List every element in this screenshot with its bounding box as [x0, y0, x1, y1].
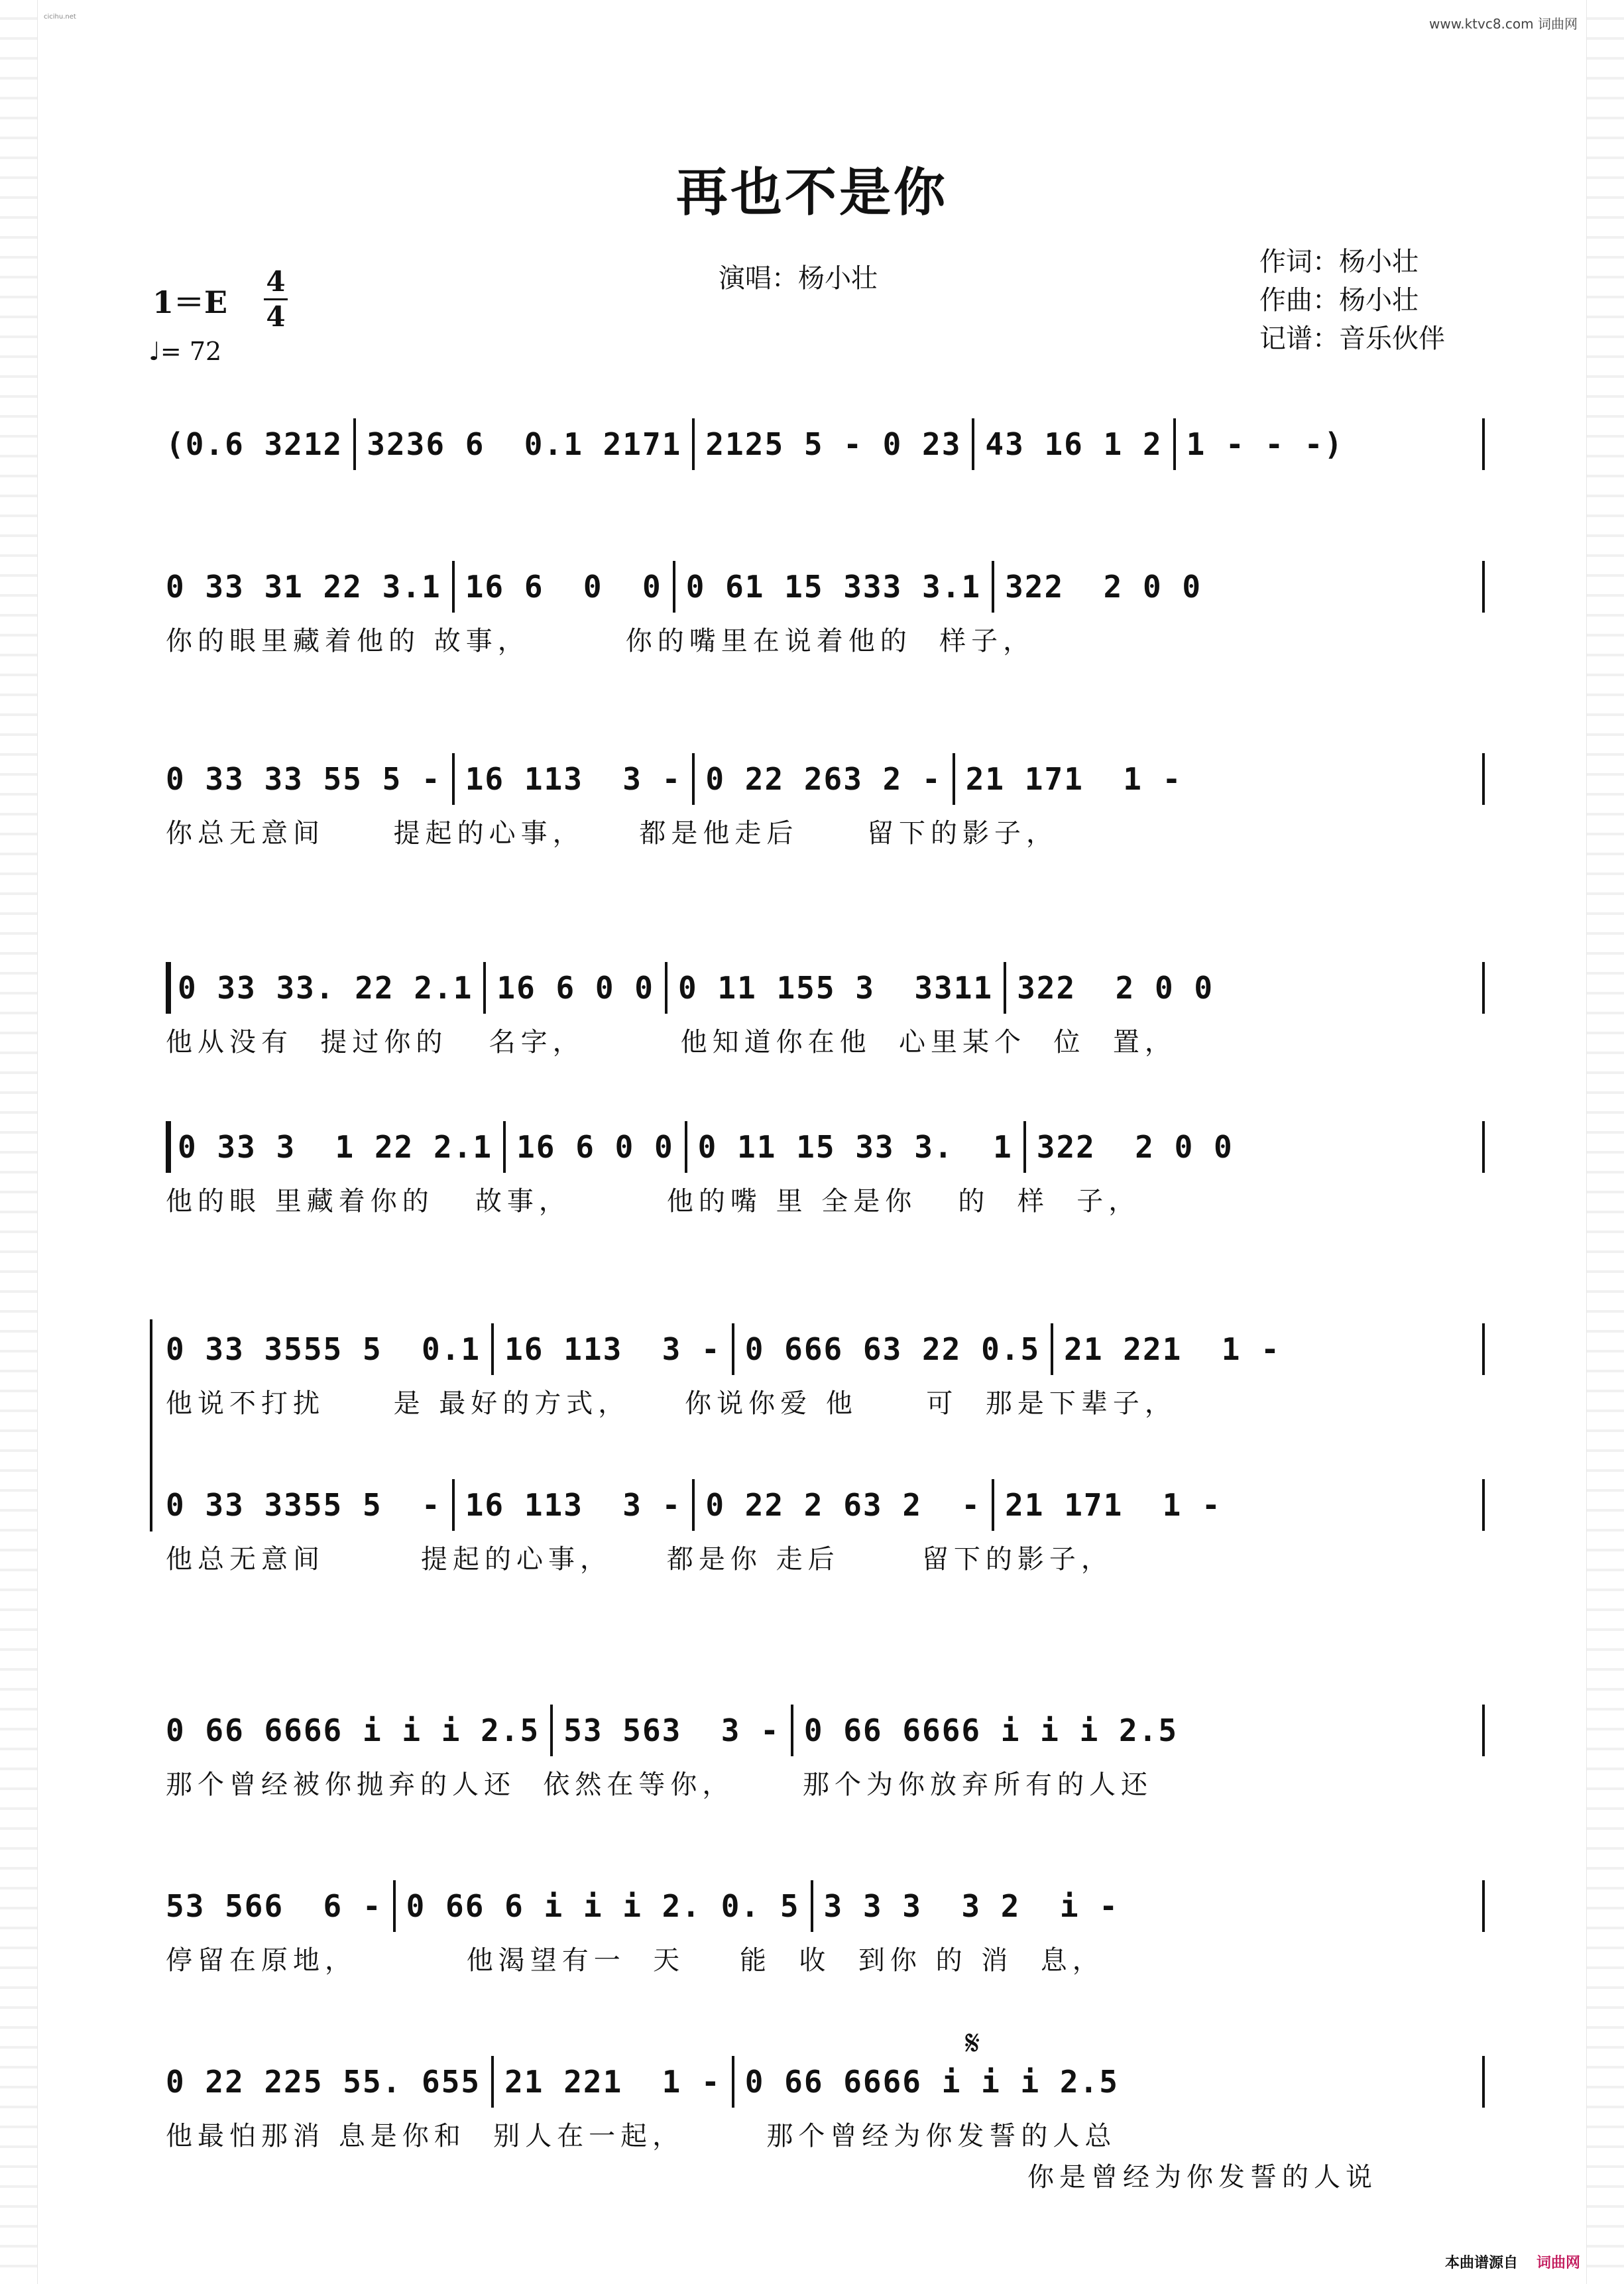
footer-logo[interactable]: 词曲网 [1536, 2255, 1580, 2271]
right-edge-watermark [1586, 0, 1624, 2284]
credits-block [1259, 243, 1445, 358]
lyricist-credit: 作词：杨小壮 [1259, 247, 1419, 277]
lyrics-line: 他说不打扰 是 最好的方式， 你说你爱 他 可 那是下辈子， [166, 1388, 1177, 1419]
score-row [166, 1701, 1485, 1760]
measure: 16 113 3 - [504, 1331, 721, 1367]
transcriber-credit: 记谱：音乐伙伴 [1259, 324, 1445, 354]
measure: 322 2 0 0 [1017, 970, 1214, 1006]
measure: 0 66 6666 i i i 2.5 [744, 2064, 1119, 2100]
measure: (0.6 3212 [166, 426, 343, 462]
measure: 21 171 1 - [965, 761, 1183, 797]
singer-credit: 演唱：杨小壮 [719, 263, 878, 294]
score-row [166, 1475, 1485, 1535]
repeat-sign [166, 1121, 171, 1173]
score-row [166, 749, 1485, 809]
score-row [166, 2052, 1485, 2112]
site-url: www.ktvc8.com 词曲网 [1428, 16, 1578, 32]
measure: 322 2 0 0 [1005, 569, 1202, 605]
lyrics-line: 那个曾经被你抛弃的人还 依然在等你， 那个为你放弃所有的人还 [166, 1770, 1153, 1800]
lyrics-line: 他最怕那消 息是你和 别人在一起， 那个曾经为你发誓的人总 [166, 2121, 1117, 2151]
measure: 0 33 33. 22 2.1 [178, 970, 473, 1006]
measure: 0 11 155 3 3311 [677, 970, 994, 1006]
measure: 3 3 3 3 2 i - [823, 1888, 1119, 1924]
measure: 0 22 225 55. 655 [166, 2064, 481, 2100]
score-row-intro [166, 414, 1485, 474]
measure: 0 666 63 22 0.5 [744, 1331, 1041, 1367]
measure: 0 66 6666 i i i 2.5 [166, 1713, 540, 1748]
lyrics-line-alt: 你是曾经为你发誓的人说 [1027, 2162, 1377, 2193]
measure: 0 66 6 i i i 2. 0. 5 [406, 1888, 800, 1924]
measure: 16 6 0 0 [465, 569, 662, 605]
repeat-sign [166, 962, 171, 1014]
measure: 0 33 3555 5 0.1 [166, 1331, 481, 1367]
measure: 53 563 3 - [563, 1713, 780, 1748]
footer-source: 本曲谱源自 [1444, 2255, 1518, 2271]
measure: 0 33 3 1 22 2.1 [178, 1129, 493, 1165]
measure: 43 16 1 2 [985, 426, 1163, 462]
lyrics-line: 他的眼 里藏着你的 故事， 他的嘴 里 全是你 的 样 子， [166, 1186, 1141, 1217]
measure: 0 61 15 333 3.1 [685, 569, 982, 605]
left-edge-watermark [0, 0, 38, 2284]
measure: 0 22 2 63 2 - [705, 1487, 982, 1523]
measure: 21 221 1 - [504, 2064, 721, 2100]
score-row [166, 1319, 1485, 1379]
measure: 0 33 31 22 3.1 [166, 569, 441, 605]
measure: 16 6 0 0 [516, 1129, 674, 1165]
score-row [166, 1876, 1485, 1936]
time-signature: 4 4 [264, 267, 288, 332]
measure: 53 566 6 - [166, 1888, 382, 1924]
composer-credit: 作曲：杨小壮 [1259, 285, 1419, 316]
measure: 0 11 15 33 3. 1 [697, 1129, 1013, 1165]
measure: 0 33 3355 5 - [166, 1487, 441, 1523]
measure: 1 - - -) [1186, 426, 1344, 462]
lyrics-line: 你总无意间 提起的心事， 都是他走后 留下的影子， [166, 818, 1059, 849]
measure: 0 22 263 2 - [705, 761, 942, 797]
measure: 3236 6 0.1 2171 [367, 426, 682, 462]
lyrics-line: 停留在原地， 他渴望有一 天 能 收 到你 的 消 息， [166, 1945, 1104, 1976]
site-badge: cicihu.net [44, 13, 76, 21]
song-title: 再也不是你 [675, 162, 948, 223]
segno-icon: 𝄋 [965, 2023, 980, 2063]
score-row-repeat [166, 1117, 1485, 1177]
score-row-repeat [166, 958, 1485, 1018]
measure: 322 2 0 0 [1036, 1129, 1234, 1165]
key-signature: 1＝E [152, 284, 228, 320]
measure: 21 221 1 - [1064, 1331, 1281, 1367]
lyrics-line: 他总无意间 提起的心事， 都是你 走后 留下的影子， [166, 1544, 1113, 1575]
measure: 2125 5 - 0 23 [705, 426, 962, 462]
measure: 16 113 3 - [465, 1487, 682, 1523]
measure: 0 33 33 55 5 - [166, 761, 441, 797]
measure: 21 171 1 - [1005, 1487, 1222, 1523]
score-row [166, 557, 1485, 617]
measure: 16 113 3 - [465, 761, 682, 797]
measure: 0 66 6666 i i i 2.5 [803, 1713, 1179, 1748]
measure: 16 6 0 0 [496, 970, 654, 1006]
lyrics-line: 你的眼里藏着他的 故事， 你的嘴里在说着他的 样子， [166, 626, 1035, 656]
lyrics-line: 他从没有 提过你的 名字， 他知道你在他 心里某个 位 置， [166, 1027, 1177, 1057]
system-bracket [150, 1319, 152, 1532]
tempo-marking: ♩= 72 [148, 337, 222, 366]
